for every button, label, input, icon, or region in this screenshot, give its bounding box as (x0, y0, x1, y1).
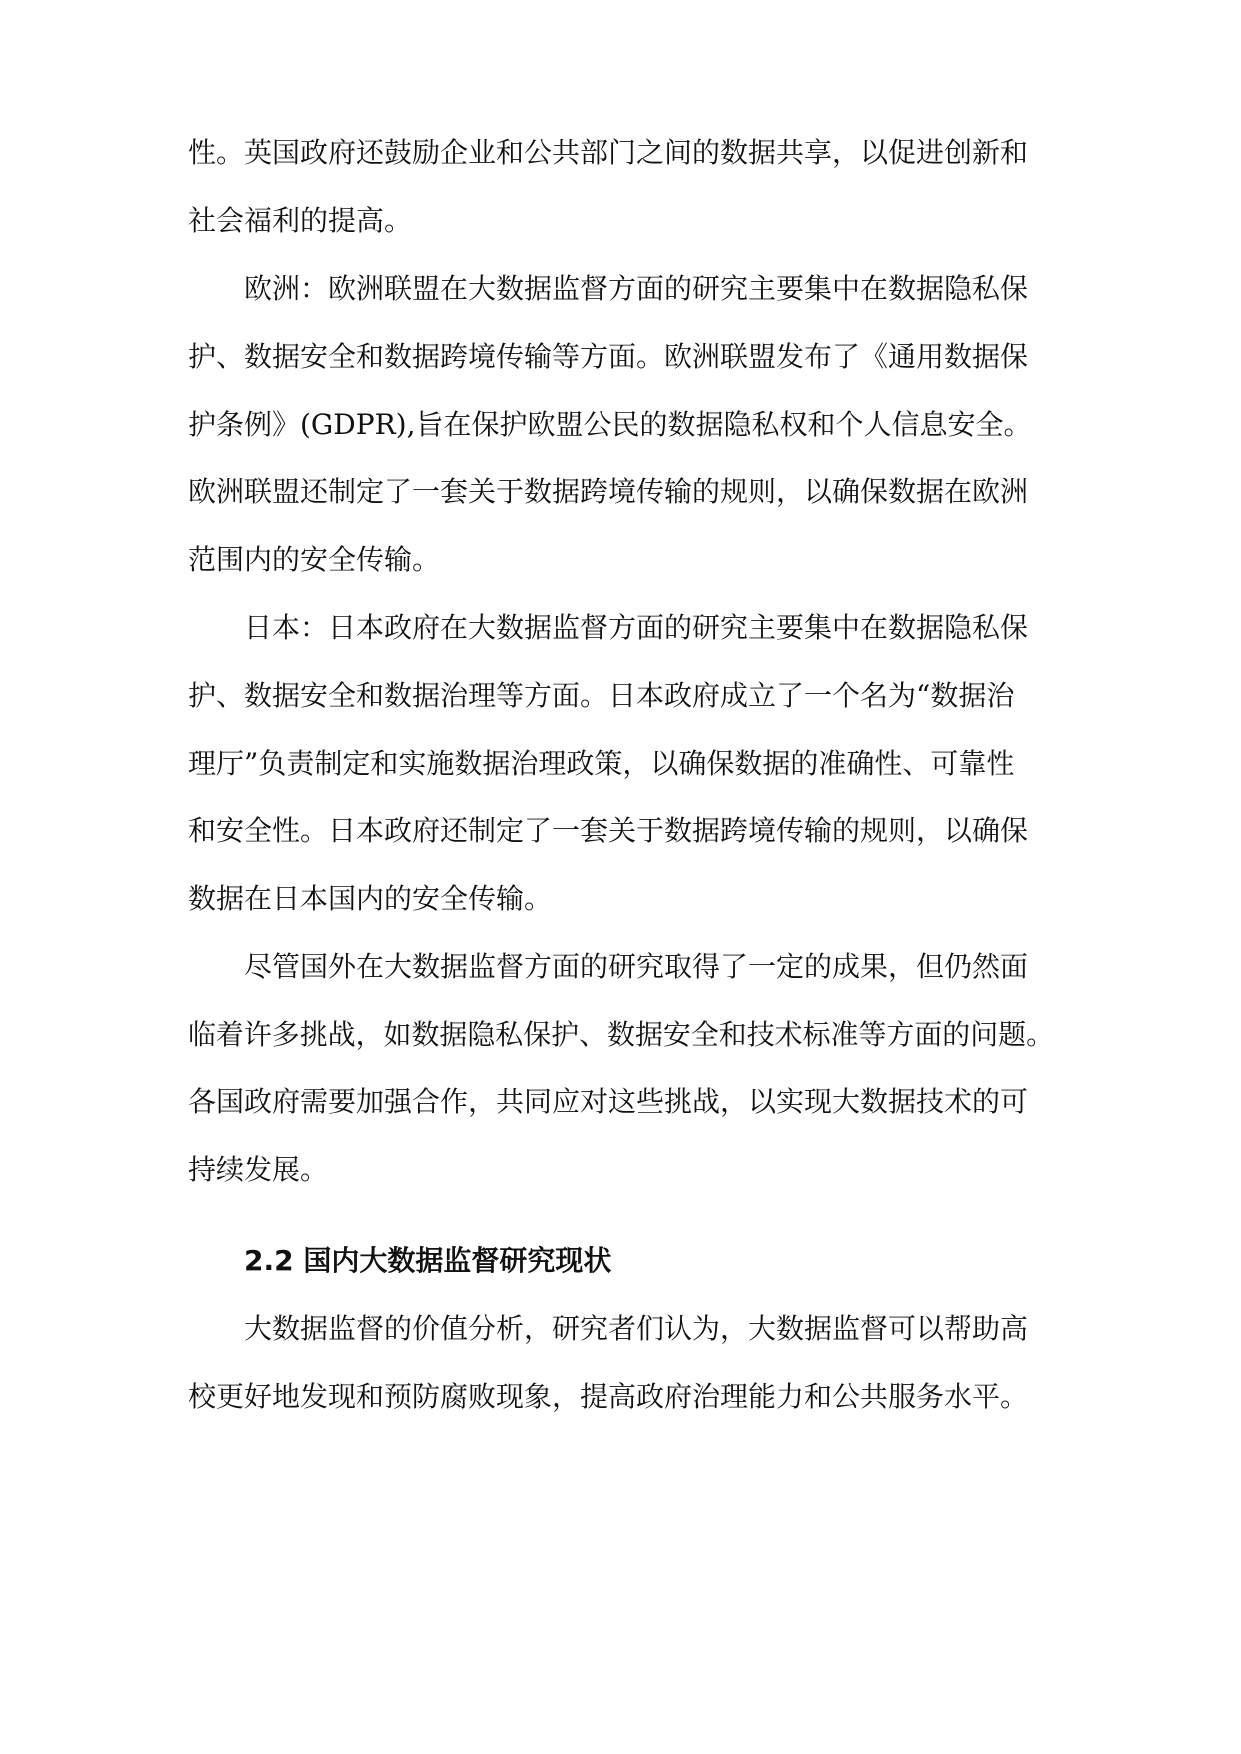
paragraph-line: 各国政府需要加强合作，共同应对这些挑战，以实现大数据技术的可 (188, 1085, 1029, 1118)
paragraph-line: 数据在日本国内的安全传输。 (188, 882, 553, 915)
paragraph-line: 护条例》(GDPR),旨在保护欧盟公民的数据隐私权和个人信息安全。 (188, 408, 1032, 441)
paragraph-line: 范围内的安全传输。 (188, 543, 441, 576)
section-heading: 2.2 国内大数据监督研究现状 (244, 1244, 612, 1277)
paragraph-line: 欧洲：欧洲联盟在大数据监督方面的研究主要集中在数据隐私保 (244, 272, 1029, 305)
paragraph-line: 护、数据安全和数据治理等方面。日本政府成立了一个名为“数据治 (188, 679, 1015, 712)
paragraph-line: 护、数据安全和数据跨境传输等方面。欧洲联盟发布了《通用数据保 (188, 340, 1029, 373)
paragraph-line: 和安全性。日本政府还制定了一套关于数据跨境传输的规则，以确保 (188, 814, 1029, 847)
paragraph-line: 日本：日本政府在大数据监督方面的研究主要集中在数据隐私保 (244, 611, 1029, 644)
paragraph-line: 理厅”负责制定和实施数据治理政策，以确保数据的准确性、可靠性 (188, 747, 1015, 780)
paragraph-line: 性。英国政府还鼓励企业和公共部门之间的数据共享，以促进创新和 (188, 136, 1029, 169)
paragraph-line: 尽管国外在大数据监督方面的研究取得了一定的成果，但仍然面 (244, 950, 1029, 983)
paragraph-line: 持续发展。 (188, 1153, 329, 1186)
paragraph-line: 临着许多挑战，如数据隐私保护、数据安全和技术标准等方面的问题。 (188, 1018, 1055, 1051)
paragraph-line: 社会福利的提高。 (188, 204, 413, 237)
paragraph-line: 校更好地发现和预防腐败现象，提高政府治理能力和公共服务水平。 (188, 1380, 1029, 1413)
paragraph-line: 欧洲联盟还制定了一套关于数据跨境传输的规则，以确保数据在欧洲 (188, 475, 1029, 508)
paragraph-line: 大数据监督的价值分析，研究者们认为，大数据监督可以帮助高 (244, 1312, 1029, 1345)
